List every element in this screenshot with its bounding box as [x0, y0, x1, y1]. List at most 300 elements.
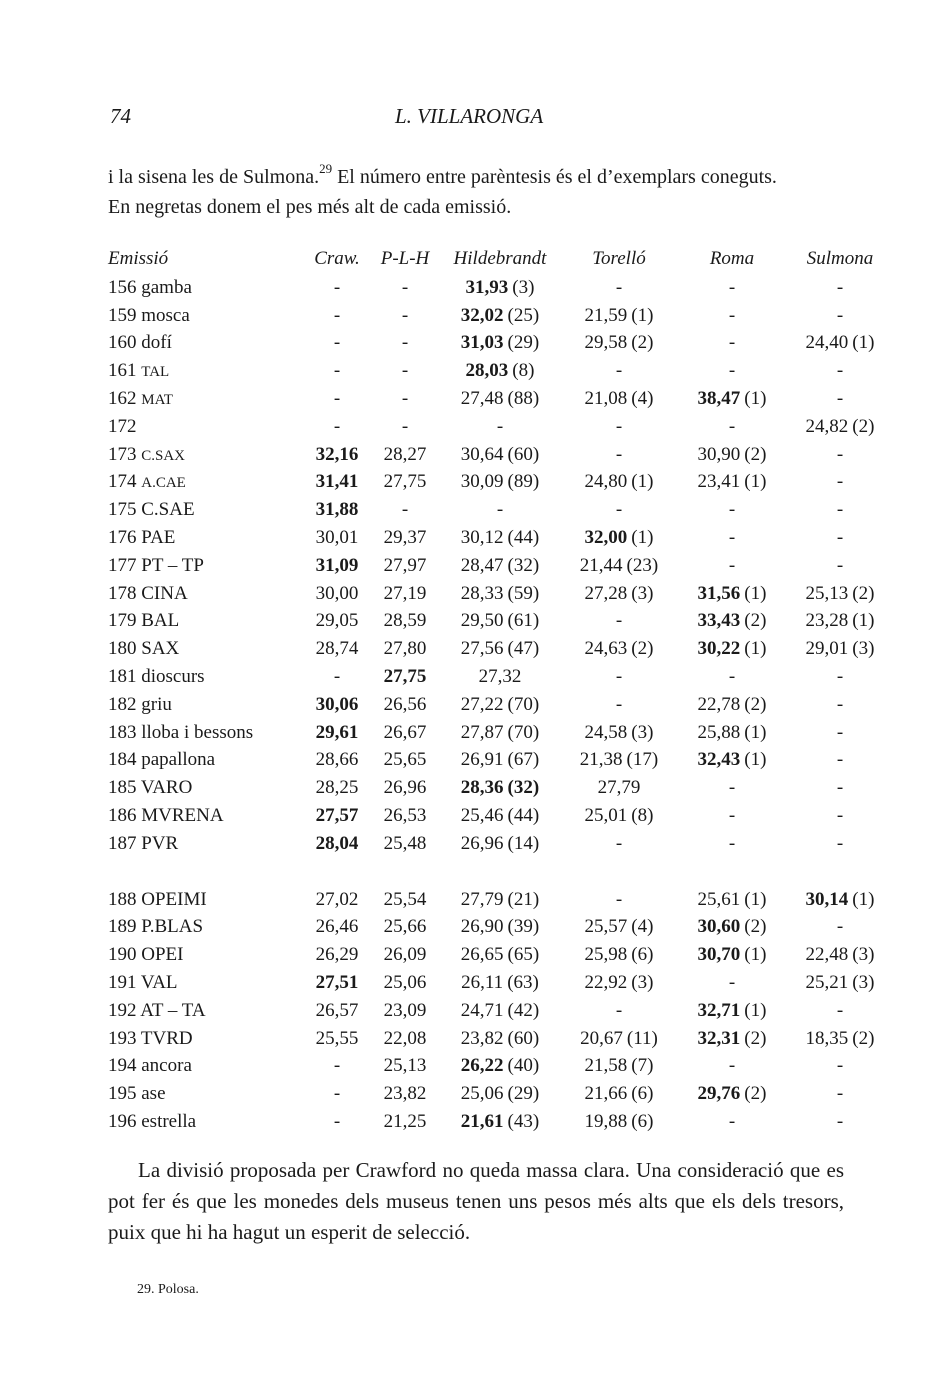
- weight-cell: [440, 413, 560, 441]
- emission-name: ase: [141, 1083, 166, 1105]
- weight-value: 24,71: [460, 999, 504, 1021]
- table-row: [104, 302, 894, 330]
- weight-value: 29,05: [315, 610, 359, 632]
- table-row: [104, 608, 894, 636]
- weight-value: 30,70: [697, 944, 741, 966]
- weight-cell: [304, 302, 370, 330]
- weight-value: -: [615, 666, 623, 688]
- emission-number: 183: [108, 721, 137, 743]
- specimen-count: (67): [507, 749, 540, 771]
- weight-cell: [678, 941, 786, 969]
- weight-cell: [370, 1080, 440, 1108]
- weight-cell: [560, 274, 678, 302]
- weight-cell: [786, 747, 894, 775]
- emission-number: 196: [108, 1111, 137, 1132]
- weight-cell: [560, 774, 678, 802]
- weight-value: -: [615, 610, 623, 632]
- weight-cell: [304, 580, 370, 608]
- table-row: [104, 969, 894, 997]
- emission-name: P.BLAS: [141, 916, 204, 938]
- weight-value: 30,60: [697, 916, 741, 938]
- weight-value: 28,59: [383, 610, 427, 632]
- specimen-count: (8): [512, 360, 535, 382]
- emission-cell: [104, 830, 304, 858]
- weight-cell: [370, 1108, 440, 1136]
- weight-cell: [786, 496, 894, 524]
- weight-cell: [678, 635, 786, 663]
- emission-cell: [104, 691, 304, 719]
- table-row: [104, 997, 894, 1025]
- weight-value: 27,79: [597, 777, 641, 799]
- weight-cell: [440, 941, 560, 969]
- weight-cell: [560, 413, 678, 441]
- specimen-count: (3): [852, 972, 875, 994]
- weight-cell: [678, 524, 786, 552]
- weight-value: 27,87: [460, 721, 504, 743]
- weight-cell: [304, 1108, 370, 1136]
- specimen-count: (17): [626, 749, 659, 771]
- table-row: [104, 1080, 894, 1108]
- emission-cell: [104, 969, 304, 997]
- weight-value: 24,58: [584, 721, 628, 743]
- emission-name: BAL: [141, 610, 180, 632]
- weight-value: -: [836, 777, 844, 799]
- weight-cell: [560, 635, 678, 663]
- weight-value: -: [728, 832, 736, 854]
- weight-value: 29,76: [697, 1083, 741, 1105]
- specimen-count: (2): [744, 443, 767, 465]
- weight-cell: [440, 719, 560, 747]
- weight-value: -: [728, 554, 736, 576]
- specimen-count: (32): [507, 554, 540, 576]
- weight-cell: [440, 969, 560, 997]
- emission-name: PT – TP: [141, 554, 204, 576]
- table-row: [104, 552, 894, 580]
- weight-value: 26,56: [383, 693, 427, 715]
- weight-cell: [678, 802, 786, 830]
- weight-cell: [370, 580, 440, 608]
- specimen-count: (29): [507, 332, 540, 354]
- table-row: [104, 524, 894, 552]
- weight-value: 26,11: [461, 972, 504, 994]
- weight-cell: [304, 830, 370, 858]
- weight-cell: [370, 524, 440, 552]
- weight-cell: [440, 274, 560, 302]
- weight-cell: [370, 357, 440, 385]
- weight-cell: [304, 274, 370, 302]
- specimen-count: (3): [631, 721, 654, 743]
- weight-value: 29,01: [805, 638, 849, 660]
- footnote: 29. Polosa.: [137, 1282, 199, 1297]
- weight-cell: [370, 496, 440, 524]
- weight-value: 27,79: [460, 888, 504, 910]
- weight-value: -: [836, 1083, 844, 1105]
- specimen-count: (70): [507, 721, 540, 743]
- weight-cell: [786, 635, 894, 663]
- specimen-count: (1): [852, 888, 875, 910]
- specimen-count: (3): [631, 972, 654, 994]
- weight-value: 22,08: [383, 1027, 427, 1049]
- weight-cell: [304, 802, 370, 830]
- weight-value: -: [333, 1083, 341, 1105]
- weight-cell: [304, 524, 370, 552]
- weight-cell: [370, 997, 440, 1025]
- weight-cell: [786, 941, 894, 969]
- emission-number: 162: [108, 388, 137, 410]
- weight-value: 29,37: [383, 527, 427, 549]
- emission-number: 156: [108, 276, 137, 298]
- weight-cell: [678, 469, 786, 497]
- weight-value: 32,43: [697, 749, 741, 771]
- weight-value: -: [836, 666, 844, 688]
- specimen-count: (3): [631, 582, 654, 604]
- weight-cell: [440, 469, 560, 497]
- weight-cell: [304, 719, 370, 747]
- weight-cell: [304, 941, 370, 969]
- weight-cell: [560, 914, 678, 942]
- weight-cell: [678, 441, 786, 469]
- weight-value: 28,66: [315, 749, 359, 771]
- weight-value: 26,22: [460, 1055, 504, 1077]
- emission-cell: [104, 941, 304, 969]
- weight-cell: [560, 997, 678, 1025]
- weight-value: 25,57: [584, 916, 628, 938]
- weight-value: 28,33: [460, 582, 504, 604]
- weight-value: 22,78: [697, 693, 741, 715]
- weight-value: 26,91: [460, 749, 504, 771]
- weight-value: -: [615, 888, 623, 910]
- weight-value: 21,25: [383, 1111, 427, 1132]
- table-row: [104, 385, 894, 413]
- section-gap: [104, 858, 894, 886]
- weight-cell: [678, 1025, 786, 1053]
- weight-value: -: [615, 499, 623, 521]
- weight-value: -: [333, 415, 341, 437]
- emission-number: 190: [108, 944, 137, 966]
- table-row: [104, 747, 894, 775]
- weight-cell: [304, 608, 370, 636]
- weight-cell: [678, 330, 786, 358]
- weight-cell: [304, 385, 370, 413]
- weight-cell: [304, 914, 370, 942]
- weight-value: 25,13: [383, 1055, 427, 1077]
- weight-cell: [370, 941, 440, 969]
- weight-value: 22,92: [584, 972, 628, 994]
- emission-name: ancora: [141, 1055, 192, 1077]
- weight-value: 25,06: [383, 972, 427, 994]
- weight-value: 29,58: [584, 332, 628, 354]
- weight-value: -: [836, 1055, 844, 1077]
- weight-value: -: [615, 693, 623, 715]
- weight-value: -: [401, 499, 409, 521]
- table-row: [104, 886, 894, 914]
- specimen-count: (2): [744, 1027, 767, 1049]
- weight-value: 27,28: [584, 582, 628, 604]
- weight-cell: [304, 774, 370, 802]
- weight-value: 32,71: [697, 999, 741, 1021]
- weight-value: 21,66: [584, 1083, 628, 1105]
- specimen-count: (61): [507, 610, 540, 632]
- weight-cell: [560, 357, 678, 385]
- weight-cell: [786, 830, 894, 858]
- weight-cell: [440, 524, 560, 552]
- weight-cell: [560, 385, 678, 413]
- weight-value: -: [836, 388, 844, 410]
- weight-value: 28,47: [460, 554, 504, 576]
- weight-value: 27,75: [383, 471, 427, 493]
- weight-value: -: [836, 443, 844, 465]
- footnote-reference: 29: [319, 161, 333, 177]
- emission-name: dioscurs: [141, 666, 205, 688]
- emission-number: 191: [108, 972, 137, 994]
- weight-value: -: [728, 332, 736, 354]
- weight-cell: [304, 635, 370, 663]
- table-body: [104, 274, 894, 1136]
- weights-table: [104, 244, 894, 1136]
- weight-value: -: [836, 999, 844, 1021]
- weight-value: 25,48: [383, 832, 427, 854]
- weight-cell: [370, 747, 440, 775]
- emission-number: 189: [108, 916, 137, 938]
- weight-value: 32,02: [460, 304, 504, 326]
- table-row: [104, 635, 894, 663]
- weight-cell: [786, 274, 894, 302]
- weight-cell: [370, 969, 440, 997]
- table-row: [104, 441, 894, 469]
- weight-cell: [678, 691, 786, 719]
- weight-value: 26,67: [383, 721, 427, 743]
- weight-cell: [370, 914, 440, 942]
- weight-value: 25,21: [805, 972, 849, 994]
- weight-value: -: [401, 415, 409, 437]
- weight-value: -: [728, 415, 736, 437]
- weight-value: 25,55: [315, 1027, 359, 1049]
- specimen-count: (2): [631, 332, 654, 354]
- weight-value: 30,00: [315, 582, 359, 604]
- specimen-count: (44): [507, 527, 540, 549]
- weight-value: 32,16: [315, 443, 359, 465]
- weight-value: 25,54: [383, 888, 427, 910]
- emission-name: MAT: [141, 392, 173, 409]
- specimen-count: (1): [744, 582, 767, 604]
- specimen-count: (6): [631, 944, 654, 966]
- weight-value: 20,67: [580, 1027, 623, 1049]
- weight-value: 30,22: [697, 638, 741, 660]
- weight-cell: [560, 747, 678, 775]
- emission-name: C.SAE: [141, 499, 195, 521]
- weight-cell: [440, 552, 560, 580]
- weight-cell: [304, 663, 370, 691]
- weight-value: -: [836, 276, 844, 298]
- weight-value: 25,01: [584, 805, 628, 827]
- weight-value: -: [836, 721, 844, 743]
- weight-cell: [678, 385, 786, 413]
- weight-cell: [560, 441, 678, 469]
- specimen-count: (40): [507, 1055, 540, 1077]
- weight-value: 28,74: [315, 638, 359, 660]
- emission-number: 193: [108, 1027, 137, 1049]
- weight-value: 26,53: [383, 805, 427, 827]
- specimen-count: (1): [631, 527, 654, 549]
- weight-cell: [440, 496, 560, 524]
- specimen-count: (88): [507, 388, 540, 410]
- weight-value: 18,35: [805, 1027, 849, 1049]
- weight-cell: [786, 441, 894, 469]
- emission-number: 177: [108, 554, 137, 576]
- weight-cell: [678, 1080, 786, 1108]
- weight-cell: [440, 914, 560, 942]
- emission-name: papallona: [141, 749, 216, 771]
- emission-number: 188: [108, 888, 137, 910]
- weight-value: 25,65: [383, 749, 427, 771]
- weight-cell: [560, 330, 678, 358]
- weight-cell: [304, 886, 370, 914]
- weight-value: 26,09: [383, 944, 427, 966]
- weight-cell: [560, 1025, 678, 1053]
- emission-number: 159: [108, 304, 137, 326]
- specimen-count: (1): [744, 388, 767, 410]
- weight-value: 27,56: [460, 638, 504, 660]
- table-header-row: [104, 244, 894, 274]
- table-row: [104, 413, 894, 441]
- emission-number: 174: [108, 471, 137, 493]
- weight-cell: [678, 997, 786, 1025]
- weight-value: 30,14: [805, 888, 849, 910]
- weight-value: -: [333, 388, 341, 410]
- weight-value: -: [333, 332, 341, 354]
- specimen-count: (1): [744, 999, 767, 1021]
- weight-cell: [560, 608, 678, 636]
- weight-cell: [370, 330, 440, 358]
- emission-cell: [104, 747, 304, 775]
- weight-cell: [678, 413, 786, 441]
- weight-value: 30,06: [315, 693, 359, 715]
- weight-value: 31,03: [460, 332, 504, 354]
- weight-cell: [678, 663, 786, 691]
- weight-value: -: [728, 527, 736, 549]
- specimen-count: (2): [744, 693, 767, 715]
- emission-cell: [104, 302, 304, 330]
- weight-value: 33,43: [697, 610, 741, 632]
- weight-cell: [786, 1080, 894, 1108]
- weight-value: 22,48: [805, 944, 849, 966]
- emission-cell: [104, 608, 304, 636]
- specimen-count: (2): [852, 1027, 875, 1049]
- weight-value: 26,57: [315, 999, 359, 1021]
- weight-value: 28,36: [460, 777, 504, 799]
- specimen-count: (6): [631, 1111, 654, 1132]
- emission-number: 182: [108, 693, 137, 715]
- weight-cell: [370, 830, 440, 858]
- specimen-count: (60): [507, 1027, 540, 1049]
- weight-cell: [560, 941, 678, 969]
- weight-value: 26,96: [460, 832, 504, 854]
- weight-cell: [560, 802, 678, 830]
- weight-cell: [370, 469, 440, 497]
- emission-cell: [104, 997, 304, 1025]
- emission-name: C.SAX: [141, 447, 186, 464]
- weight-value: -: [728, 304, 736, 326]
- intro-text: i la sisena les de Sulmona.: [108, 166, 320, 188]
- weight-cell: [440, 1025, 560, 1053]
- specimen-count: (47): [507, 638, 540, 660]
- weight-value: 28,25: [315, 777, 359, 799]
- weight-value: -: [836, 749, 844, 771]
- weight-cell: [560, 719, 678, 747]
- weight-value: 25,13: [805, 582, 849, 604]
- weight-cell: [440, 1080, 560, 1108]
- weight-value: 29,61: [315, 721, 359, 743]
- specimen-count: (1): [744, 888, 767, 910]
- weight-cell: [678, 886, 786, 914]
- weight-value: 31,41: [315, 471, 359, 493]
- weight-cell: [304, 413, 370, 441]
- emission-number: 185: [108, 777, 137, 799]
- weight-cell: [370, 691, 440, 719]
- emission-cell: [104, 274, 304, 302]
- weight-cell: [370, 608, 440, 636]
- weight-value: 31,09: [315, 554, 359, 576]
- weight-cell: [678, 552, 786, 580]
- weight-value: 31,88: [315, 499, 359, 521]
- weight-value: 25,61: [697, 888, 741, 910]
- weight-value: 32,00: [584, 527, 628, 549]
- table-row: [104, 1108, 894, 1136]
- running-title: L. VILLARONGA: [395, 104, 544, 128]
- emission-number: 180: [108, 638, 137, 660]
- emission-cell: [104, 441, 304, 469]
- emission-name: TVRD: [140, 1027, 193, 1049]
- weight-cell: [678, 608, 786, 636]
- specimen-count: (11): [626, 1027, 658, 1049]
- table-row: [104, 941, 894, 969]
- specimen-count: (1): [631, 471, 654, 493]
- weight-value: 27,75: [383, 666, 427, 688]
- weight-value: -: [836, 471, 844, 493]
- weight-value: -: [836, 916, 844, 938]
- weight-cell: [786, 719, 894, 747]
- weight-value: 23,82: [383, 1083, 427, 1105]
- weight-cell: [786, 330, 894, 358]
- weight-value: 26,90: [460, 916, 504, 938]
- specimen-count: (42): [507, 999, 540, 1021]
- weight-cell: [370, 1053, 440, 1081]
- weight-cell: [304, 357, 370, 385]
- table-row: [104, 1025, 894, 1053]
- weight-cell: [560, 552, 678, 580]
- weight-cell: [560, 580, 678, 608]
- weight-value: 27,32: [478, 666, 522, 688]
- weight-value: 21,44: [579, 554, 623, 576]
- weight-value: -: [728, 805, 736, 827]
- weight-cell: [786, 997, 894, 1025]
- emission-name: griu: [141, 693, 172, 715]
- weight-cell: [370, 385, 440, 413]
- weight-cell: [678, 747, 786, 775]
- weight-cell: [560, 691, 678, 719]
- weight-cell: [304, 691, 370, 719]
- weight-value: 25,98: [584, 944, 628, 966]
- emission-number: 160: [108, 332, 137, 354]
- weight-value: -: [401, 276, 409, 298]
- weight-cell: [440, 997, 560, 1025]
- weight-cell: [560, 469, 678, 497]
- weight-cell: [786, 469, 894, 497]
- emission-name: PAE: [141, 527, 176, 549]
- table-row: [104, 469, 894, 497]
- emission-name: lloba i bessons: [141, 721, 254, 743]
- emission-number: 176: [108, 527, 137, 549]
